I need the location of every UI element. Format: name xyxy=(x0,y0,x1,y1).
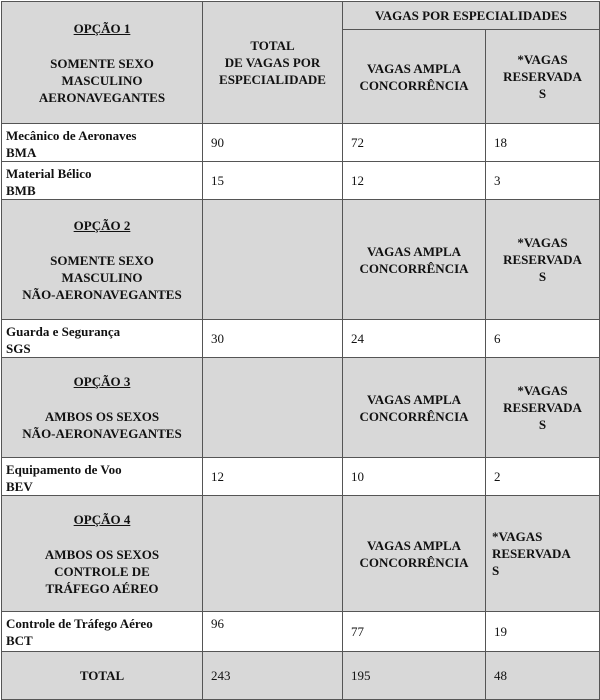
reservadas-heading-line: S xyxy=(538,417,547,432)
ampla-heading-line: VAGAS AMPLA xyxy=(366,60,462,76)
total-heading-line: ESPECIALIDADE xyxy=(219,72,326,87)
specialty-name-cell xyxy=(2,162,203,200)
reservadas-cell: 3 xyxy=(486,162,600,200)
total-heading-line: TOTAL xyxy=(250,38,295,53)
reservadas-cell: 48 xyxy=(486,652,600,700)
reservadas-cell: 6 xyxy=(486,320,600,358)
option-1-line: SOMENTE SEXO xyxy=(50,55,154,71)
option-2-line: MASCULINO xyxy=(61,269,143,285)
reservadas-heading-line: RESERVADA xyxy=(503,400,582,415)
reservadas-heading-line: RESERVADA xyxy=(503,252,582,267)
reservadas-cell: 19 xyxy=(486,612,600,652)
specialty-name: Guarda e Segurança xyxy=(6,324,121,339)
option-3-line: NÃO-AERONAVEGANTES xyxy=(22,426,182,441)
option-3-line: AMBOS OS SEXOS xyxy=(44,409,160,424)
reservadas-heading-line: S xyxy=(492,563,500,578)
option-2-line: NÃO-AERONAVEGANTES xyxy=(22,286,182,302)
ampla-heading-cell xyxy=(343,30,486,124)
option-4-line: AMBOS OS SEXOS xyxy=(44,546,160,562)
specialty-code: SGS xyxy=(6,341,31,356)
option-3-header-cell xyxy=(2,358,203,458)
ampla-heading-line: VAGAS AMPLA xyxy=(366,391,462,407)
option-1-title: OPÇÃO 1 xyxy=(73,20,131,36)
total-cell: 90 xyxy=(203,124,343,162)
total-label: TOTAL xyxy=(2,652,203,700)
table-row xyxy=(2,320,600,358)
reservadas-heading-line: *VAGAS xyxy=(492,529,543,544)
total-cell: 12 xyxy=(203,458,343,496)
ampla-heading-line: VAGAS AMPLA xyxy=(366,243,462,259)
option-4-line: TRÁFEGO AÉREO xyxy=(45,580,159,596)
option-4-line: CONTROLE DE xyxy=(54,563,150,579)
total-cell: 30 xyxy=(203,320,343,358)
empty-cell xyxy=(203,200,343,320)
reservadas-heading-cell xyxy=(486,200,600,320)
ampla-cell: 12 xyxy=(343,162,486,200)
specialty-code: BMA xyxy=(6,145,37,160)
reservadas-heading-cell xyxy=(486,358,600,458)
option-2-line: SOMENTE SEXO xyxy=(50,252,154,268)
table-row xyxy=(2,124,600,162)
reservadas-heading-cell xyxy=(486,30,600,124)
table-row xyxy=(2,458,600,496)
option-3-title: OPÇÃO 3 xyxy=(73,374,131,389)
reservadas-heading-line: *VAGAS xyxy=(517,235,568,250)
option-2-title: OPÇÃO 2 xyxy=(73,217,131,233)
specialty-code: BMB xyxy=(6,183,36,198)
reservadas-heading-cell xyxy=(486,496,600,612)
total-heading-line: DE VAGAS POR xyxy=(224,55,321,70)
ampla-heading-line: CONCORRÊNCIA xyxy=(359,260,469,276)
group-heading: VAGAS POR ESPECIALIDADES xyxy=(343,2,600,30)
ampla-heading-line: CONCORRÊNCIA xyxy=(359,77,469,93)
option-1-line: MASCULINO xyxy=(61,72,143,88)
ampla-heading-line: CONCORRÊNCIA xyxy=(359,554,469,570)
table-row xyxy=(2,162,600,200)
ampla-heading-line: VAGAS AMPLA xyxy=(366,537,462,553)
vagas-table xyxy=(1,1,600,700)
option-row xyxy=(2,496,600,612)
total-cell: 243 xyxy=(203,652,343,700)
reservadas-heading-line: RESERVADA xyxy=(503,69,582,84)
specialty-name: Material Bélico xyxy=(6,166,92,181)
option-row xyxy=(2,200,600,320)
reservadas-cell: 2 xyxy=(486,458,600,496)
option-1-line: AERONAVEGANTES xyxy=(38,89,166,105)
total-heading-cell xyxy=(203,2,343,124)
ampla-cell: 10 xyxy=(343,458,486,496)
reservadas-heading-line: S xyxy=(538,269,547,284)
ampla-cell: 72 xyxy=(343,124,486,162)
ampla-heading-line: CONCORRÊNCIA xyxy=(359,408,469,424)
ampla-heading-cell xyxy=(343,358,486,458)
option-4-header-cell xyxy=(2,496,203,612)
option-4-title: OPÇÃO 4 xyxy=(73,511,131,527)
reservadas-heading-line: *VAGAS xyxy=(517,52,568,67)
reservadas-heading-line: *VAGAS xyxy=(517,383,568,398)
specialty-name: Equipamento de Voo xyxy=(6,462,122,477)
specialty-name: Mecânico de Aeronaves xyxy=(6,128,137,143)
reservadas-cell: 18 xyxy=(486,124,600,162)
specialty-name-cell xyxy=(2,320,203,358)
ampla-cell: 77 xyxy=(343,612,486,652)
ampla-cell: 24 xyxy=(343,320,486,358)
total-cell: 15 xyxy=(203,162,343,200)
empty-cell xyxy=(203,496,343,612)
specialty-code: BEV xyxy=(6,479,33,494)
total-cell: 96 xyxy=(203,612,343,652)
reservadas-heading-line: RESERVADA xyxy=(492,546,571,561)
specialty-name-cell xyxy=(2,612,203,652)
ampla-cell: 195 xyxy=(343,652,486,700)
totals-row xyxy=(2,652,600,700)
specialty-name-cell xyxy=(2,458,203,496)
table-row xyxy=(2,612,600,652)
empty-cell xyxy=(203,358,343,458)
ampla-heading-cell xyxy=(343,496,486,612)
ampla-heading-cell xyxy=(343,200,486,320)
option-row xyxy=(2,358,600,458)
specialty-name-cell xyxy=(2,124,203,162)
specialty-code: BCT xyxy=(6,633,33,648)
option-2-header-cell xyxy=(2,200,203,320)
specialty-name: Controle de Tráfego Aéreo xyxy=(6,616,153,631)
reservadas-heading-line: S xyxy=(538,86,547,101)
option-1-header-cell xyxy=(2,2,203,124)
